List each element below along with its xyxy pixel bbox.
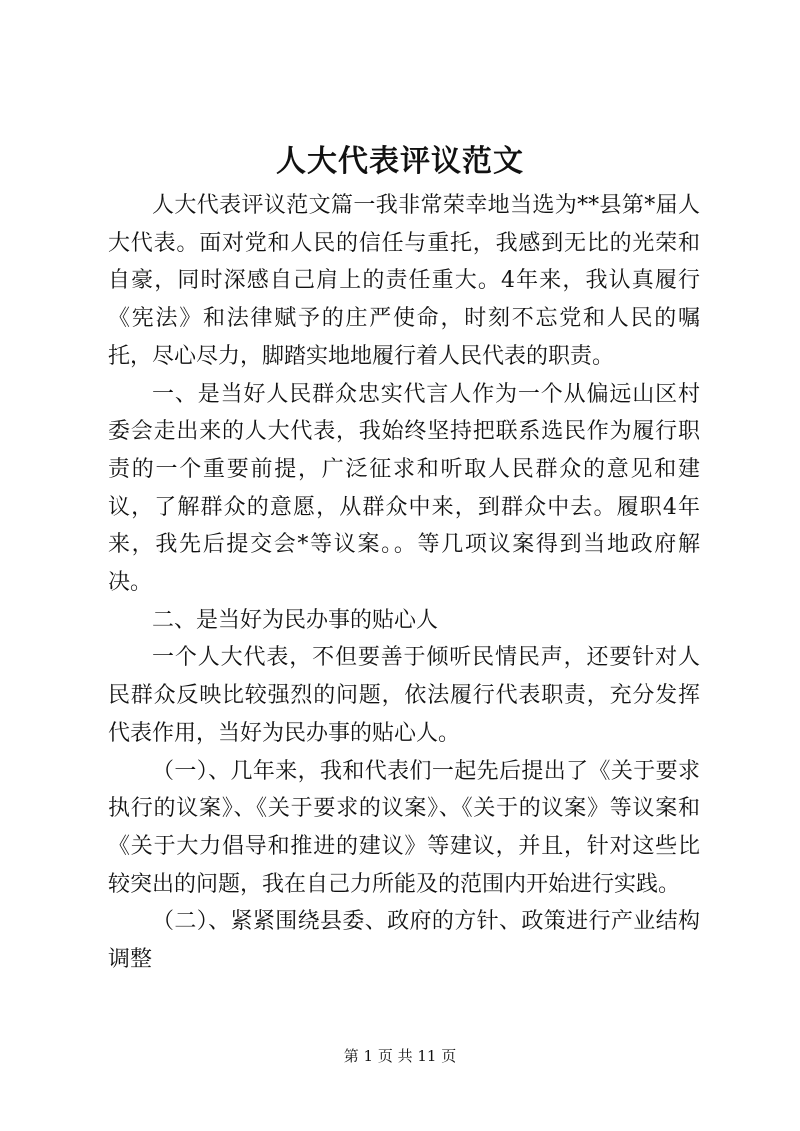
paragraph-section-2-body: 一个人大代表，不但要善于倾听民情民声，还要针对人民群众反映比较强烈的问题，依法履行代表职责，充分发挥代表作用，当好为民办事的贴心人。 xyxy=(108,645,700,746)
paragraph-subsection-2: （二）、紧紧围绕县委、政府的方针、政策进行产业结构调整 xyxy=(108,909,700,973)
paragraph-section-1: 一、是当好人民群众忠实代言人作为一个从偏远山区村委会走出来的人大代表，我始终坚持把联系选民作为履行职责的一个重要前提，广泛征求和听取人民群众的意见和建议，了解群众的意愿，从群众中来，到群众中去。履职4年来，我先后提交会*等议案。。等几项议案得到当地政府解决。 xyxy=(108,381,700,596)
page-footer: 第 1 页 共 11 页 xyxy=(343,1047,457,1065)
paragraph-subsection-1: （一）、几年来，我和代表们一起先后提出了《关于要求执行的议案》、《关于要求的议案》、《关于的议案》等议案和《关于大力倡导和推进的建议》等建议，并且，针对这些比较突出的问题，我在自己力所能及的范围内开始进行实践。 xyxy=(108,758,700,897)
paragraph-section-2-heading: 二、是当好为民办事的贴心人 xyxy=(152,607,439,633)
paragraph-intro: 人大代表评议范文篇一我非常荣幸地当选为**县第*届人大代表。面对党和人民的信任与重托，我感到无比的光荣和自豪，同时深感自己肩上的责任重大。4年来，我认真履行《宪法》和法律赋予的庄严使命，时刻不忘党和人民的嘱托，尽心尽力，脚踏实地地履行着人民代表的职责。 xyxy=(108,193,700,369)
document-title: 人大代表评议范文 xyxy=(276,144,524,179)
document-body xyxy=(108,187,700,979)
